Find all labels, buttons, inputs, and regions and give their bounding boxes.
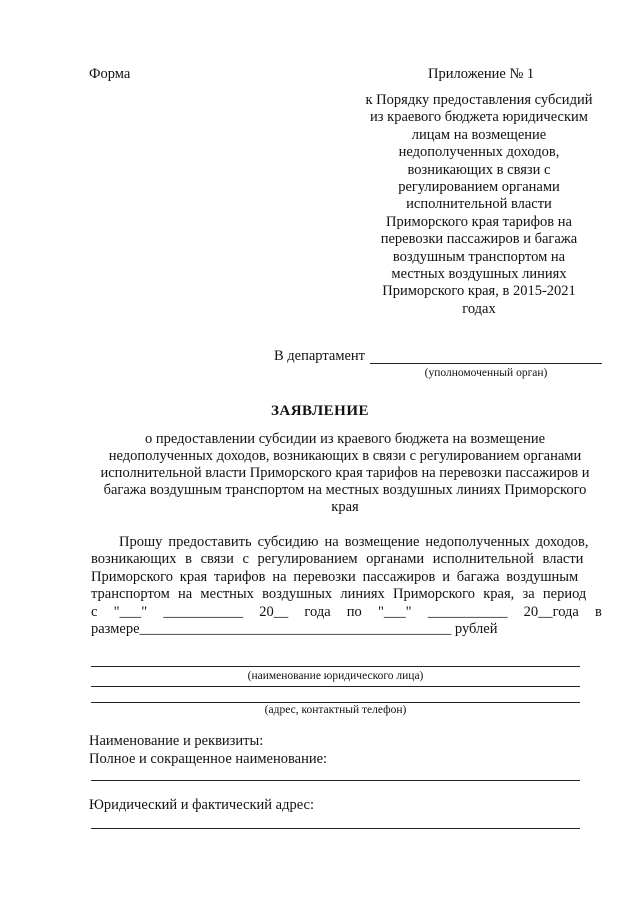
period-end-month[interactable]: ___________ xyxy=(427,603,508,620)
subject-line: о предоставлении субсидии из краевого бюджета на возмещение xyxy=(144,431,546,447)
request-line-text: Прошу предоставить субсидию на возмещение недополученных доходов, xyxy=(119,534,589,550)
request-line-text: транспортом на местных воздушных линиях Приморского края, за период xyxy=(91,586,587,603)
appendix-line: из краевого бюджета юридическим xyxy=(370,109,588,126)
period-to-word: по xyxy=(346,603,362,620)
subject-line: исполнительной власти Приморского края тарифов на перевозки пассажиров и xyxy=(100,465,590,481)
request-line-text: Приморского края тарифов на перевозки пассажиров и багажа воздушным xyxy=(91,568,579,585)
form-label: Форма xyxy=(89,66,131,82)
appendix-line: исполнительной власти xyxy=(406,196,552,213)
request-line xyxy=(91,569,602,586)
amount-field[interactable]: ___________________________________________ xyxy=(139,621,452,638)
document-title: ЗАЯВЛЕНИЕ xyxy=(270,403,370,419)
addressee-label: В департамент xyxy=(274,348,366,364)
amount-line xyxy=(91,621,602,638)
period-in-word: в xyxy=(595,603,602,620)
legal-entity-field-line[interactable] xyxy=(91,666,580,667)
legal-entity-caption: (наименование юридического лица) xyxy=(247,670,424,682)
period-line xyxy=(91,604,602,621)
legal-address-label: Юридический и фактический адрес: xyxy=(89,797,314,813)
period-end-day[interactable]: "___" xyxy=(377,603,412,620)
appendix-line: регулированием органами xyxy=(398,179,560,196)
appendix-line: годах xyxy=(462,300,496,317)
authority-caption: (уполномоченный орган) xyxy=(424,367,548,379)
request-line-text: возникающих в связи с регулированием органами исполнительной власти xyxy=(91,551,584,568)
amount-suffix: рублей xyxy=(454,621,498,638)
subject-line: края xyxy=(331,499,359,515)
appendix-line: к Порядку предоставления субсидий xyxy=(365,92,593,108)
subject-line: багажа воздушным транспортом на местных воздушных линиях Приморского xyxy=(103,482,587,498)
appendix-line: недополученных доходов, xyxy=(398,144,560,161)
appendix-line: местных воздушных линиях xyxy=(391,266,567,283)
appendix-line: возникающих в связи с xyxy=(407,161,551,178)
request-line xyxy=(91,534,602,551)
request-paragraph xyxy=(91,534,602,638)
period-from-word: с xyxy=(91,603,98,620)
address-caption: (адрес, контактный телефон) xyxy=(264,704,407,716)
subject-block xyxy=(86,431,604,516)
appendix-line: лицам на возмещение xyxy=(411,126,547,143)
appendix-line: перевозки пассажиров и багажа xyxy=(380,231,578,248)
appendix-line: Приморского края тарифов на xyxy=(386,213,572,230)
amount-prefix: размере xyxy=(91,621,140,638)
legal-address-field-line[interactable] xyxy=(91,828,580,829)
authority-field-line[interactable] xyxy=(370,363,602,364)
request-line xyxy=(91,586,602,603)
address-field-line[interactable] xyxy=(91,702,580,703)
period-year-word: года xyxy=(304,603,331,620)
requisites-label: Наименование и реквизиты: xyxy=(89,733,264,749)
period-start-month[interactable]: ___________ xyxy=(163,603,244,620)
legal-entity-underline xyxy=(91,686,580,687)
appendix-reference xyxy=(360,92,598,318)
period-start-day[interactable]: "___" xyxy=(113,603,148,620)
period-start-year[interactable]: 20__ xyxy=(259,603,289,620)
full-name-label: Полное и сокращенное наименование: xyxy=(89,751,328,767)
appendix-number: Приложение № 1 xyxy=(428,66,535,82)
period-end-year[interactable]: 20__года xyxy=(523,603,579,620)
appendix-line: Приморского края, в 2015-2021 xyxy=(382,283,576,300)
appendix-line: воздушным транспортом на xyxy=(392,248,566,265)
subject-line: недополученных доходов, возникающих в связи с регулированием органами xyxy=(108,448,582,464)
request-line xyxy=(91,551,602,568)
full-name-field-line[interactable] xyxy=(91,780,580,781)
